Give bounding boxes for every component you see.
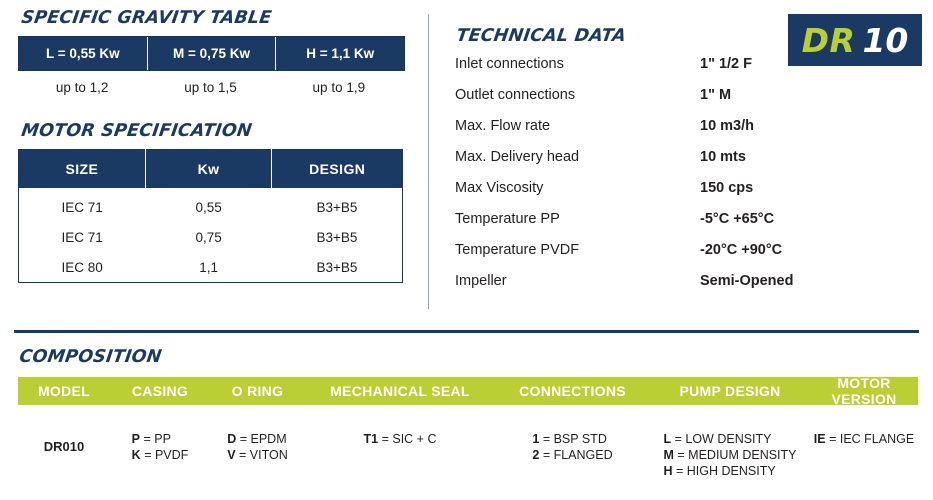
comp-pump-design-desc: = MEDIUM DENSITY <box>677 448 797 462</box>
technical-data-row <box>455 180 875 207</box>
comp-casing-option <box>132 431 189 447</box>
comp-casing-cell <box>110 431 210 479</box>
comp-col-connections: CONNECTIONS <box>519 383 626 399</box>
comp-pump-design-code: H <box>663 464 673 478</box>
technical-data-row <box>455 149 875 176</box>
technical-data-section <box>455 26 875 304</box>
composition-title: COMPOSITION <box>18 347 163 367</box>
composition-header-row <box>18 377 918 405</box>
left-column <box>18 8 418 283</box>
sg-sub-value-m: up to 1,5 <box>184 80 237 95</box>
motor-cell-size: IEC 71 <box>61 230 103 245</box>
comp-o-ring-option <box>227 431 288 447</box>
comp-motor-version-desc: = IEC FLANGE <box>829 432 915 446</box>
comp-motor-version-code: IE <box>813 432 826 446</box>
motor-cell-design: B3+B5 <box>316 200 358 215</box>
td-value: 150 cps <box>700 180 754 196</box>
technical-data-title: TECHNICAL DATA <box>455 26 628 46</box>
td-value: 1" 1/2 F <box>700 56 753 72</box>
table-header-row <box>19 150 403 189</box>
td-label: Temperature PVDF <box>455 242 580 258</box>
technical-data-row <box>455 211 875 238</box>
td-value: 10 m3/h <box>700 118 754 134</box>
comp-pump-design-code: L <box>663 432 672 446</box>
comp-model-cell <box>18 431 110 479</box>
comp-col-o-ring: O RING <box>231 383 284 399</box>
motor-col-kw: Kw <box>145 150 272 189</box>
td-label: Max. Flow rate <box>455 118 551 134</box>
comp-connections-code: 1 <box>532 432 540 446</box>
motor-cell-design: B3+B5 <box>316 230 358 245</box>
sg-header-cell-m: M = 0,75 Kw <box>148 37 277 70</box>
motor-cell-kw: 0,75 <box>195 230 222 245</box>
motor-specification-table <box>18 149 403 283</box>
comp-mechanical-seal-option <box>305 431 495 447</box>
sg-header-cell-h: H = 1,1 Kw <box>276 37 404 70</box>
comp-col-model: MODEL <box>37 383 91 399</box>
comp-motor-version-option <box>810 431 918 447</box>
sg-sub-value-h: up to 1,9 <box>312 80 366 95</box>
comp-pump-design-option <box>663 463 796 479</box>
comp-casing-desc: = PVDF <box>144 448 189 462</box>
td-value: Semi-Opened <box>700 273 794 289</box>
horizontal-divider <box>14 330 919 333</box>
technical-data-row <box>455 242 875 269</box>
table-row <box>19 188 403 222</box>
sg-header-cell-l: L = 0,55 Kw <box>19 37 148 70</box>
badge-prefix: DR <box>801 20 856 60</box>
comp-connections-desc: = FLANGED <box>542 448 613 462</box>
sg-sub-value-l: up to 1,2 <box>55 80 109 95</box>
comp-connections-option <box>532 431 612 447</box>
td-label: Inlet connections <box>455 56 564 72</box>
comp-connections-cell <box>495 431 650 479</box>
specific-gravity-title: SPECIFIC GRAVITY TABLE <box>20 8 273 28</box>
motor-col-size: SIZE <box>19 150 146 189</box>
td-value: -20°C +90°C <box>700 242 783 258</box>
motor-cell-kw: 0,55 <box>195 200 222 215</box>
td-label: Max Viscosity <box>455 180 544 196</box>
comp-o-ring-desc: = VITON <box>239 448 288 462</box>
comp-pump-design-desc: = HIGH DENSITY <box>676 464 776 478</box>
table-row <box>19 252 403 283</box>
specific-gravity-table <box>18 36 405 71</box>
comp-model-value: DR010 <box>43 439 85 454</box>
td-value: 1" M <box>700 87 732 103</box>
motor-specification-title: MOTOR SPECIFICATION <box>20 121 254 141</box>
td-label: Outlet connections <box>455 87 576 103</box>
comp-o-ring-code: V <box>227 448 236 462</box>
comp-o-ring-cell <box>210 431 305 479</box>
comp-o-ring-code: D <box>227 432 237 446</box>
td-label: Impeller <box>455 273 507 289</box>
comp-casing-code: P <box>131 432 141 446</box>
comp-casing-code: K <box>131 448 141 462</box>
comp-casing-option <box>132 447 189 463</box>
motor-cell-size: IEC 71 <box>61 200 103 215</box>
composition-section <box>18 347 918 479</box>
comp-pump-design-cell <box>650 431 810 479</box>
comp-col-pump-design: PUMP DESIGN <box>679 383 781 399</box>
comp-connections-desc: = BSP STD <box>542 432 607 446</box>
comp-pump-design-option <box>663 447 796 463</box>
comp-connections-option <box>532 447 612 463</box>
comp-o-ring-option <box>227 447 288 463</box>
comp-casing-desc: = PP <box>143 432 171 446</box>
specific-gravity-subvalues <box>18 80 403 95</box>
motor-cell-design: B3+B5 <box>316 260 358 275</box>
badge-number: 10 <box>862 20 909 60</box>
td-label: Max. Delivery head <box>455 149 580 165</box>
comp-mechanical-seal-code: T1 <box>363 432 379 446</box>
technical-data-row <box>455 87 875 114</box>
comp-col-mechanical-seal: MECHANICAL SEAL <box>330 383 470 399</box>
comp-o-ring-desc: = EPDM <box>239 432 287 446</box>
model-badge <box>788 14 922 66</box>
comp-connections-code: 2 <box>532 448 540 462</box>
comp-pump-design-desc: = LOW DENSITY <box>674 432 772 446</box>
td-value: -5°C +65°C <box>700 211 775 227</box>
vertical-divider <box>428 14 429 309</box>
comp-mechanical-seal-desc: = SIC + C <box>381 432 437 446</box>
technical-data-row <box>455 273 875 300</box>
comp-pump-design-code: M <box>663 448 674 462</box>
comp-pump-design-option <box>663 431 796 447</box>
td-label: Temperature PP <box>455 211 560 227</box>
composition-body-row <box>18 431 918 479</box>
motor-cell-size: IEC 80 <box>61 260 103 275</box>
comp-col-motor-version: MOTOR VERSION <box>831 375 897 407</box>
td-value: 10 mts <box>700 149 746 165</box>
technical-data-row <box>455 118 875 145</box>
motor-col-design: DESIGN <box>272 150 403 189</box>
comp-col-casing: CASING <box>131 383 189 399</box>
comp-motor-version-cell <box>810 431 918 479</box>
comp-mechanical-seal-cell <box>305 431 495 479</box>
table-row <box>19 222 403 252</box>
motor-cell-kw: 1,1 <box>199 260 218 275</box>
